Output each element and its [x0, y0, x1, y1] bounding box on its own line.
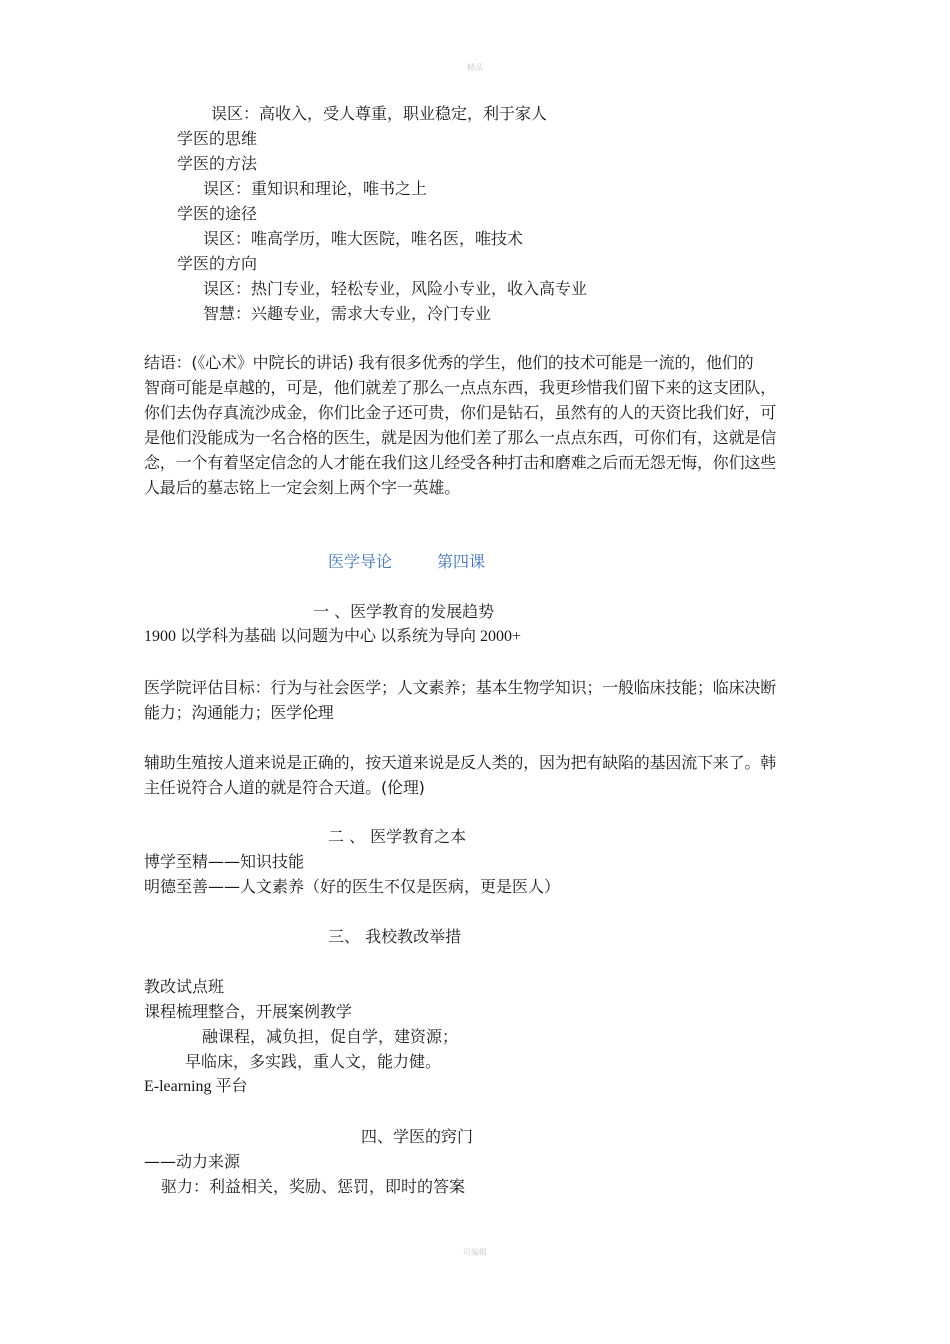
curriculum-detail-line: 融课程，减负担，促自学，建资源；	[202, 1027, 459, 1046]
misconception-line-income: 误区：高收入，受人尊重，职业稳定，利于家人	[211, 104, 548, 123]
reproduction-paragraph	[144, 750, 820, 800]
conclusion-line: 结语：(《心术》中院长的讲话) 我有很多优秀的学生，他们的技术可能是一流的，他们的	[144, 353, 754, 372]
humanities-line: 明德至善——人文素养（好的医生不仅是医病，更是医人）	[144, 877, 561, 896]
motivation-source-line: ——动力来源	[144, 1152, 241, 1171]
section-2-title: 二 、 医学教育之本	[328, 827, 467, 846]
reproduction-line: 辅助生殖按人道来说是正确的，按天道来说是反人类的，因为把有缺陷的基因流下来了。韩	[144, 753, 777, 772]
reproduction-line: 主任说符合人道的就是符合天道。(伦理)	[144, 778, 425, 797]
heading-medical-direction: 学医的方向	[177, 254, 258, 273]
conclusion-line: 是他们没能成为一名合格的医生，就是因为他们差了那么一点点东西，可你们有，这就是信	[144, 428, 777, 447]
course-title: 医学导论	[328, 552, 393, 571]
heading-medical-thinking: 学医的思维	[177, 129, 258, 148]
section-4-title: 四、学医的窍门	[361, 1127, 474, 1146]
knowledge-skill-line: 博学至精——知识技能	[144, 852, 305, 871]
lesson-title: 第四课	[437, 552, 486, 571]
conclusion-line: 你们去伪存真流沙成金，你们比金子还可贵，你们是钻石，虽然有的人的天资比我们好，可	[144, 403, 777, 422]
conclusion-line: 念，一个有着坚定信念的人才能在我们这儿经受各种打击和磨难之后而无怨无悔，你们这些	[144, 453, 777, 472]
drive-line: 驱力：利益相关，奖励、惩罚，即时的答案	[161, 1177, 466, 1196]
elearning-line: E-learning 平台	[144, 1078, 248, 1095]
heading-medical-method: 学医的方法	[177, 154, 258, 173]
evaluation-line: 能力；沟通能力；医学伦理	[144, 703, 334, 722]
misconception-line-knowledge: 误区：重知识和理论，唯书之上	[203, 179, 428, 198]
curriculum-line: 课程梳理整合，开展案例教学	[144, 1002, 353, 1021]
misconception-line-direction: 误区：热门专业，轻松专业，风险小专业，收入高专业	[203, 279, 588, 298]
section-3-title: 三、 我校教改举措	[328, 927, 462, 946]
conclusion-line: 人最后的墓志铭上一定会刻上两个字一英雄。	[144, 478, 461, 497]
page-header: 精品	[467, 63, 483, 72]
page-footer: 可编辑	[463, 1248, 487, 1257]
reform-pilot-line: 教改试点班	[144, 977, 225, 996]
misconception-line-path: 误区：唯高学历，唯大医院，唯名医，唯技术	[203, 229, 524, 248]
section-1-title: 一 、医学教育的发展趋势	[313, 602, 495, 621]
wisdom-line-direction: 智慧：兴趣专业，需求大专业，冷门专业	[203, 304, 492, 323]
conclusion-line: 智商可能是卓越的，可是，他们就差了那么一点点东西，我更珍惜我们留下来的这支团队，	[144, 378, 777, 397]
clinical-detail-line: 早临床，多实践，重人文，能力健。	[185, 1052, 442, 1071]
evaluation-line: 医学院评估目标：行为与社会医学；人文素养；基本生物学知识；一般临床技能；临床决断	[144, 678, 777, 697]
heading-medical-path: 学医的途径	[177, 204, 258, 223]
evaluation-paragraph	[144, 675, 820, 725]
education-trend-line: 1900 以学科为基础 以问题为中心 以系统为导向 2000+	[144, 628, 522, 645]
conclusion-paragraph	[144, 350, 820, 500]
